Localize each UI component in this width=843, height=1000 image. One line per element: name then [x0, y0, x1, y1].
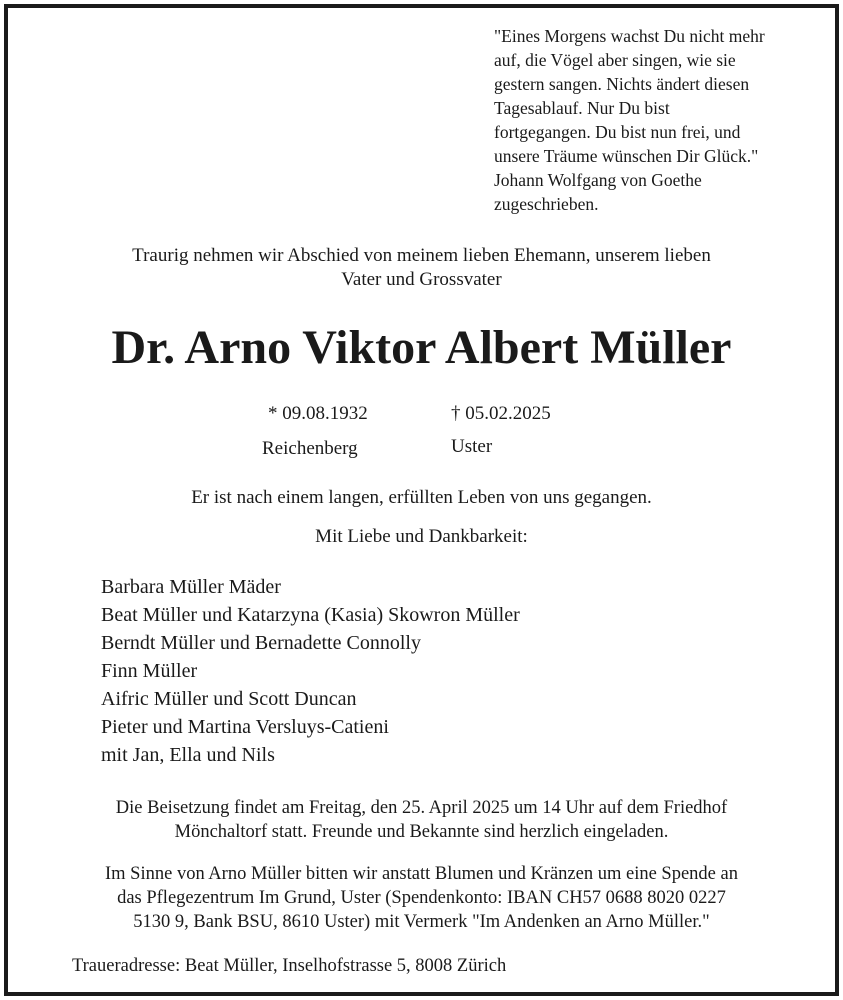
mourner: Finn Müller [101, 660, 198, 682]
intro-line: Vater und Grossvater [341, 269, 502, 290]
quote-attribution: zugeschrieben. [494, 194, 599, 214]
burial-line: Die Beisetzung findet am Freitag, den 25. April 2025 um 14 Uhr auf dem Friedhof [115, 798, 728, 818]
mourner: Pieter und Martina Versluys-Catieni [101, 716, 389, 738]
donation-line: 5130 9, Bank BSU, 8610 Uster) mit Vermerk "Im Andenken an Arno Müller." [133, 912, 710, 932]
passing-line: Er ist nach einem langen, erfüllten Leben von uns gegangen. [191, 487, 652, 508]
quote-line: unsere Träume wünschen Dir Glück." [494, 146, 759, 166]
donation-line: das Pflegezentrum Im Grund, Uster (Spendenkonto: IBAN CH57 0688 8020 0227 [117, 888, 726, 908]
mourner: Aifric Müller und Scott Duncan [101, 688, 357, 710]
intro-text [8, 244, 835, 292]
death-place: Uster [451, 436, 493, 457]
death-date: † 05.02.2025 [451, 403, 551, 424]
goethe-quote [494, 24, 829, 216]
quote-line: "Eines Morgens wachst Du nicht mehr [494, 26, 765, 46]
intro-line: Traurig nehmen wir Abschied von meinem lieben Ehemann, unserem lieben [132, 245, 711, 266]
mourner: Beat Müller und Katarzyna (Kasia) Skowron Müller [101, 604, 520, 626]
mourning-address: Traueradresse: Beat Müller, Inselhofstrasse 5, 8008 Zürich [72, 956, 507, 976]
quote-line: auf, die Vögel aber singen, wie sie [494, 50, 736, 70]
mourner: Berndt Müller und Bernadette Connolly [101, 632, 421, 654]
donation-info [8, 862, 835, 934]
passing-text [8, 486, 835, 510]
quote-line: Tagesablauf. Nur Du bist [494, 98, 670, 118]
quote-line: fortgegangen. Du bist nun frei, und [494, 122, 741, 142]
birth-place: Reichenberg [262, 438, 358, 459]
birth-date: * 09.08.1932 [268, 403, 368, 424]
burial-line: Mönchaltorf statt. Freunde und Bekannte sind herzlich eingeladen. [174, 822, 669, 842]
burial-info [8, 796, 835, 844]
gratitude-text [8, 525, 835, 549]
mourner: Barbara Müller Mäder [101, 576, 281, 598]
donation-line: Im Sinne von Arno Müller bitten wir anstatt Blumen und Kränzen um eine Spende an [105, 864, 738, 884]
quote-line: gestern sangen. Nichts ändert diesen [494, 74, 750, 94]
quote-author: Johann Wolfgang von Goethe [494, 170, 702, 190]
mourners-list [101, 573, 520, 769]
mourner: mit Jan, Ella und Nils [101, 744, 275, 766]
deceased-name: Dr. Arno Viktor Albert Müller [111, 321, 732, 374]
gratitude-line: Mit Liebe und Dankbarkeit: [315, 526, 528, 547]
